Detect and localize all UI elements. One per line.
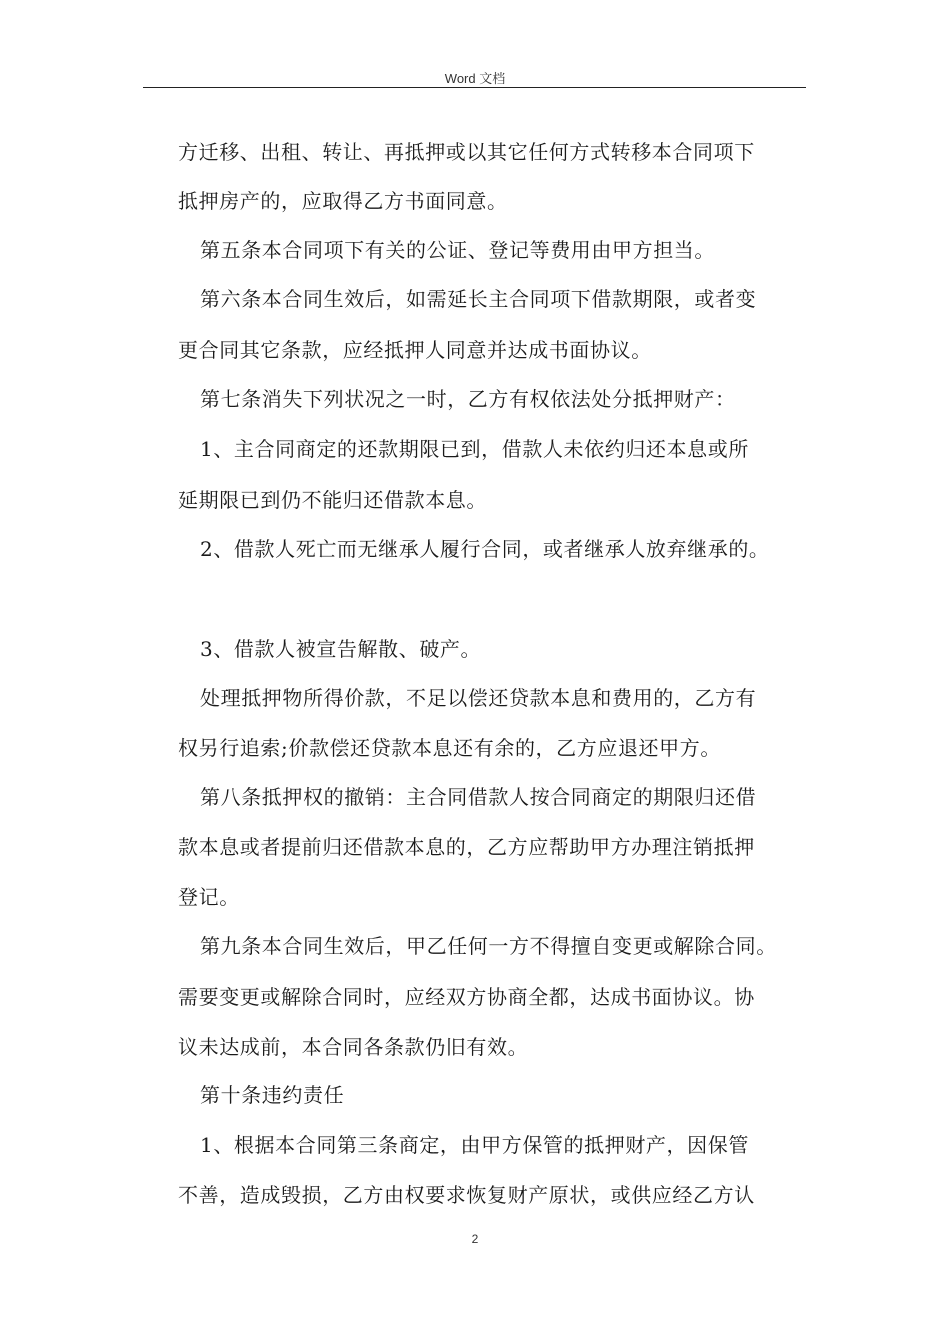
- text-line: 抵押房产的，应取得乙方书面同意。: [178, 189, 508, 213]
- text-line: 第十条违约责任: [200, 1083, 345, 1107]
- text-line: 方迁移、出租、转让、再抵押或以其它任何方式转移本合同项下: [178, 140, 755, 164]
- text-line: 登记。: [178, 885, 240, 909]
- text-line: 不善，造成毁损，乙方由权要求恢复财产原状，或供应经乙方认: [178, 1183, 755, 1207]
- text-line: 处理抵押物所得价款，不足以偿还贷款本息和费用的，乙方有: [200, 686, 757, 710]
- header-divider: [143, 87, 806, 88]
- text-line: 2、借款人死亡而无继承人履行合同，或者继承人放弃继承的。: [200, 537, 770, 561]
- text-line: 第七条消失下列状况之一时，乙方有权依法处分抵押财产：: [200, 387, 736, 411]
- text-line: 议未达成前，本合同各条款仍旧有效。: [178, 1035, 529, 1059]
- text-line: 1、根据本合同第三条商定，由甲方保管的抵押财产，因保管: [200, 1133, 749, 1157]
- text-line: 3、借款人被宣告解散、破产。: [200, 637, 482, 661]
- text-line: 1、主合同商定的还款期限已到，借款人未依约归还本息或所: [200, 437, 749, 461]
- text-line: 权另行追索;价款偿还贷款本息还有余的，乙方应退还甲方。: [178, 736, 721, 760]
- text-line: 第八条抵押权的撤销：主合同借款人按合同商定的期限归还借: [200, 785, 757, 809]
- text-line: 第九条本合同生效后，甲乙任何一方不得擅自变更或解除合同。: [200, 934, 777, 958]
- text-line: 第六条本合同生效后，如需延长主合同项下借款期限，或者变: [200, 287, 757, 311]
- page-number: 2: [471, 1232, 479, 1246]
- text-line: 延期限已到仍不能归还借款本息。: [178, 488, 487, 512]
- text-line: 第五条本合同项下有关的公证、登记等费用由甲方担当。: [200, 238, 715, 262]
- header-title: Word 文档: [444, 71, 506, 86]
- text-line: 款本息或者提前归还借款本息的，乙方应帮助甲方办理注销抵押: [178, 835, 755, 859]
- text-line: 需要变更或解除合同时，应经双方协商全都，达成书面协议。协: [178, 985, 755, 1009]
- text-line: 更合同其它条款，应经抵押人同意并达成书面协议。: [178, 338, 652, 362]
